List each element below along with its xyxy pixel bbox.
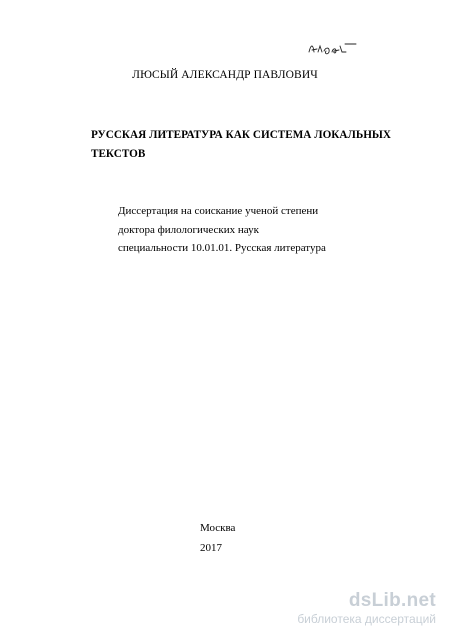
degree-line: специальности 10.01.01. Русская литература xyxy=(118,242,326,254)
title-word: КАК xyxy=(225,129,250,141)
title-word: ЛИТЕРАТУРА xyxy=(149,129,223,141)
watermark-logo: dsLib.net xyxy=(348,590,436,611)
place-and-year xyxy=(200,519,235,558)
author-name: ЛЮСЫЙ АЛЕКСАНДР ПАВЛОВИЧ xyxy=(132,69,318,81)
title-word: РУССКАЯ xyxy=(91,129,147,141)
title-word: СИСТЕМА xyxy=(252,129,312,141)
title-word: ЛОКАЛЬНЫХ xyxy=(314,129,391,141)
watermark xyxy=(256,590,436,630)
year: 2017 xyxy=(200,541,222,554)
city: Москва xyxy=(200,522,236,534)
degree-line: доктора филологических наук xyxy=(118,223,259,236)
title-line-2: ТЕКСТОВ xyxy=(91,148,146,160)
degree-line: Диссертация на соискание ученой степени xyxy=(118,205,319,217)
degree-statement xyxy=(118,202,326,258)
watermark-subtitle: библиотека диссертаций xyxy=(297,612,436,626)
title-line-1 xyxy=(91,126,391,145)
dissertation-title xyxy=(91,126,391,164)
handwritten-signature xyxy=(306,40,358,58)
